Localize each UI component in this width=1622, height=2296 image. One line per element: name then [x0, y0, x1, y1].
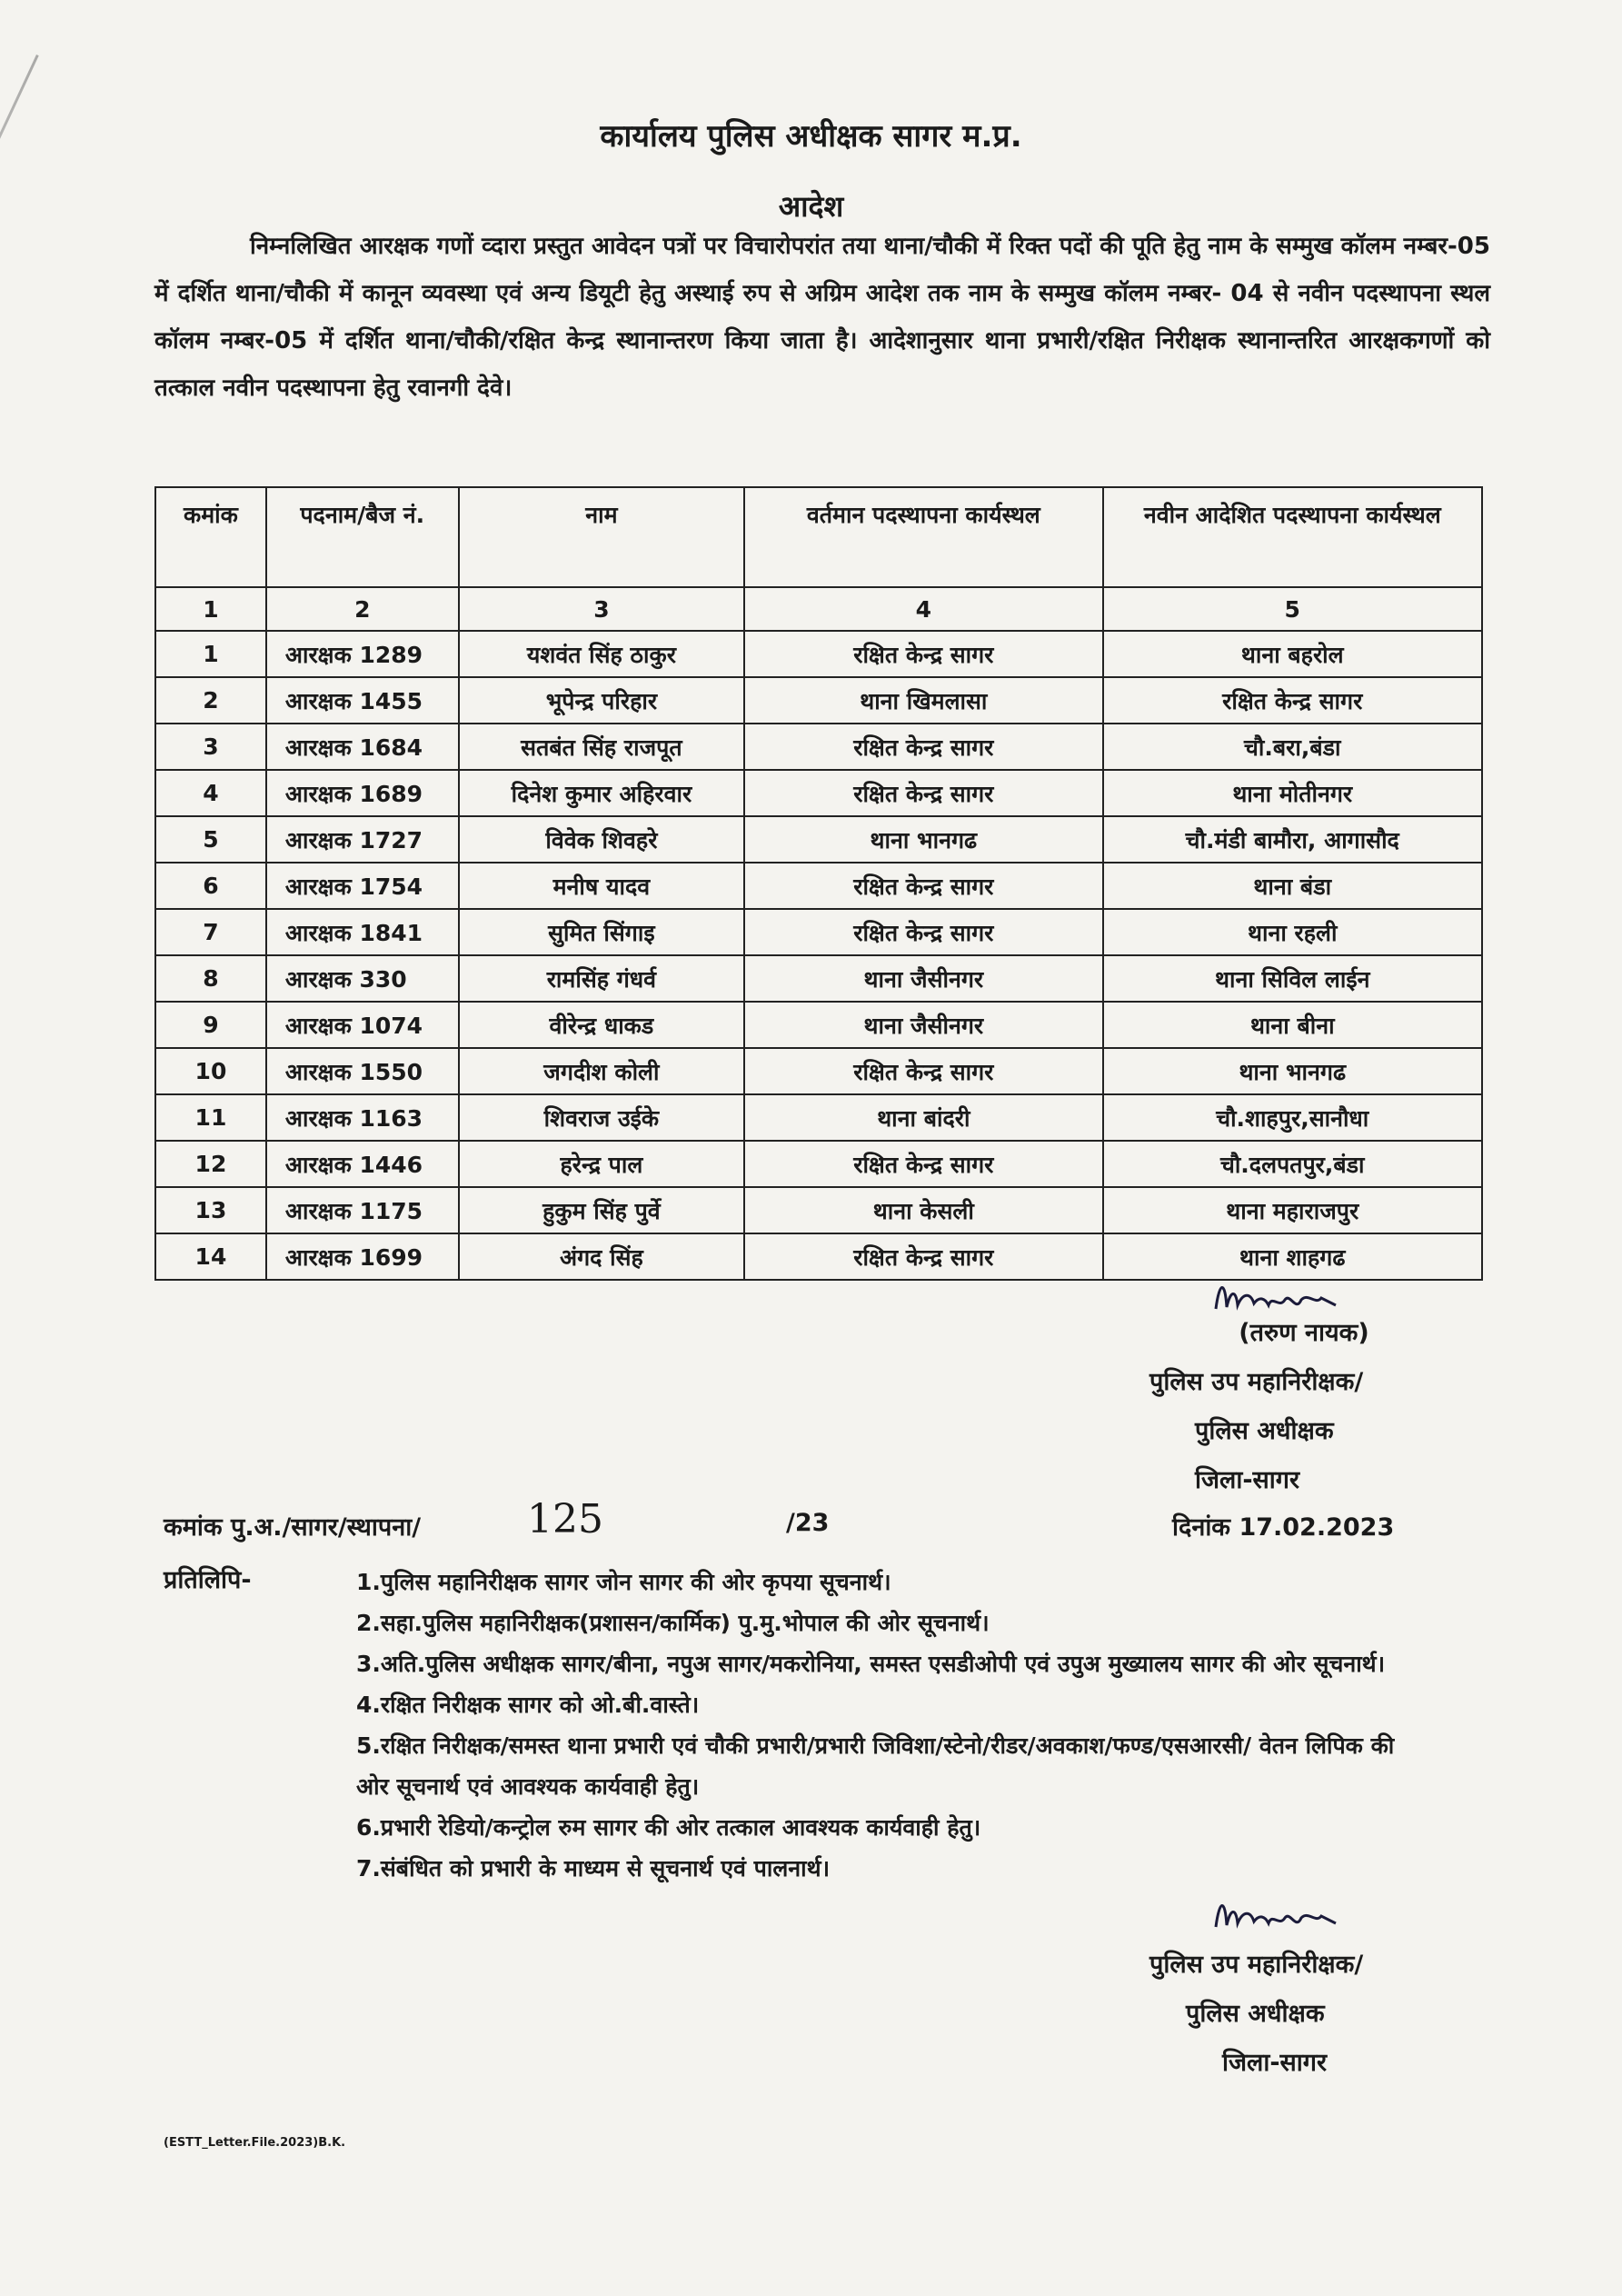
cell-current-posting: थाना केसली — [744, 1187, 1102, 1233]
cell-new-posting: थाना मोतीनगर — [1103, 770, 1483, 816]
cell-name: हुकुम सिंह पुर्वे — [459, 1187, 745, 1233]
copy-item: 4.रक्षित निरीक्षक सागर को ओ.बी.वास्ते। — [356, 1692, 700, 1718]
cell-serial: 4 — [155, 770, 266, 816]
cell-name: वीरेन्द्र धाकड — [459, 1002, 745, 1048]
header-new-posting: नवीन आदेशित पदस्थापना कार्यस्थल — [1103, 487, 1483, 587]
cell-new-posting: थाना सिविल लाईन — [1103, 955, 1483, 1002]
cell-current-posting: रक्षित केन्द्र सागर — [744, 863, 1102, 909]
cell-current-posting: रक्षित केन्द्र सागर — [744, 1141, 1102, 1187]
cell-current-posting: रक्षित केन्द्र सागर — [744, 1233, 1102, 1280]
transfer-table — [154, 486, 1483, 1281]
cell-current-posting: थाना बांदरी — [744, 1094, 1102, 1141]
second-signatory-block — [1149, 1941, 1458, 2088]
column-number-row — [155, 587, 1482, 631]
copy-list — [356, 1562, 1428, 1889]
cell-current-posting: रक्षित केन्द्र सागर — [744, 770, 1102, 816]
cell-serial: 7 — [155, 909, 266, 955]
file-reference: (ESTT_Letter.File.2023)B.K. — [164, 2136, 346, 2150]
table-row — [155, 909, 1482, 955]
table-row — [155, 1094, 1482, 1141]
cell-new-posting: चौ.बरा,बंडा — [1103, 724, 1483, 770]
table-row — [155, 955, 1482, 1002]
signatory-designation: पुलिस उप महानिरीक्षक/ — [1149, 1368, 1364, 1396]
cell-current-posting: थाना भानगढ — [744, 816, 1102, 863]
cell-current-posting: थाना जैसीनगर — [744, 955, 1102, 1002]
table-row — [155, 816, 1482, 863]
table-row — [155, 863, 1482, 909]
cell-post-badge: आरक्षक 1684 — [266, 724, 459, 770]
copy-item: 3.अति.पुलिस अधीक्षक सागर/बीना, नपुअ सागर/मकरोनिया, समस्त एसडीओपी एवं उपुअ मुख्यालय सागर की ओर सूचनार्थ। — [356, 1651, 1386, 1677]
cell-name: हरेन्द्र पाल — [459, 1141, 745, 1187]
table-row — [155, 631, 1482, 677]
column-number: 3 — [459, 587, 745, 631]
cell-new-posting: चौ.शाहपुर,सानौधा — [1103, 1094, 1483, 1141]
header-current-posting: वर्तमान पदस्थापना कार्यस्थल — [744, 487, 1102, 587]
cell-serial: 11 — [155, 1094, 266, 1141]
table-row — [155, 1002, 1482, 1048]
copy-item: 6.प्रभारी रेडियो/कन्ट्रोल रुम सागर की ओर तत्काल आवश्यक कार्यवाही हेतु। — [356, 1814, 981, 1841]
cell-new-posting: थाना बहरोल — [1103, 631, 1483, 677]
cell-post-badge: आरक्षक 1074 — [266, 1002, 459, 1048]
cell-name: अंगद सिंह — [459, 1233, 745, 1280]
cell-name: सतबंत सिंह राजपूत — [459, 724, 745, 770]
table-header-row — [155, 487, 1482, 587]
cell-current-posting: रक्षित केन्द्र सागर — [744, 1048, 1102, 1094]
copy-item: 5.रक्षित निरीक्षक/समस्त थाना प्रभारी एवं चौकी प्रभारी/प्रभारी जिविशा/स्टेनो/रीडर/अवकाश/फण्ड/एसआरसी/ वेतन लिपिक की ओर सूचनार्थ एवं आवश्यक कार्यवाही हेतु। — [356, 1732, 1395, 1800]
cell-post-badge: आरक्षक 1550 — [266, 1048, 459, 1094]
cell-name: सुमित सिंगाइ — [459, 909, 745, 955]
cell-post-badge: आरक्षक 1289 — [266, 631, 459, 677]
table-row — [155, 724, 1482, 770]
cell-serial: 5 — [155, 816, 266, 863]
order-heading: आदेश — [778, 189, 844, 224]
cell-post-badge: आरक्षक 1699 — [266, 1233, 459, 1280]
cell-new-posting: थाना शाहगढ — [1103, 1233, 1483, 1280]
header-serial: कमांक — [155, 487, 266, 587]
cell-new-posting: थाना बीना — [1103, 1002, 1483, 1048]
cell-new-posting: थाना भानगढ — [1103, 1048, 1483, 1094]
copy-item: 2.सहा.पुलिस महानिरीक्षक(प्रशासन/कार्मिक) पु.मु.भोपाल की ओर सूचनार्थ। — [356, 1610, 990, 1636]
cell-post-badge: आरक्षक 1175 — [266, 1187, 459, 1233]
cell-serial: 10 — [155, 1048, 266, 1094]
cell-new-posting: चौ.मंडी बामौरा, आगासौद — [1103, 816, 1483, 863]
cell-serial: 3 — [155, 724, 266, 770]
cell-new-posting: चौ.दलपतपुर,बंडा — [1103, 1141, 1483, 1187]
cell-name: शिवराज उईके — [459, 1094, 745, 1141]
reference-date: दिनांक 17.02.2023 — [1172, 1513, 1395, 1542]
second-signatory-designation: पुलिस उप महानिरीक्षक/ — [1149, 1951, 1364, 1979]
cell-post-badge: आरक्षक 1455 — [266, 677, 459, 724]
cell-post-badge: आरक्षक 1446 — [266, 1141, 459, 1187]
header-name: नाम — [459, 487, 745, 587]
table-body — [155, 587, 1482, 1280]
cell-post-badge: आरक्षक 330 — [266, 955, 459, 1002]
table-row — [155, 1141, 1482, 1187]
cell-serial: 12 — [155, 1141, 266, 1187]
reference-year: /23 — [786, 1509, 830, 1537]
cell-name: विवेक शिवहरे — [459, 816, 745, 863]
cell-current-posting: रक्षित केन्द्र सागर — [744, 724, 1102, 770]
cell-post-badge: आरक्षक 1727 — [266, 816, 459, 863]
cell-name: दिनेश कुमार अहिरवार — [459, 770, 745, 816]
table-row — [155, 1187, 1482, 1233]
table-row — [155, 1048, 1482, 1094]
cell-name: मनीष यादव — [459, 863, 745, 909]
cell-new-posting: थाना रहली — [1103, 909, 1483, 955]
column-number: 1 — [155, 587, 266, 631]
table-row — [155, 677, 1482, 724]
cell-serial: 1 — [155, 631, 266, 677]
table-row — [155, 770, 1482, 816]
cell-post-badge: आरक्षक 1841 — [266, 909, 459, 955]
handwritten-signature — [1209, 1891, 1354, 1945]
cell-new-posting: रक्षित केन्द्र सागर — [1103, 677, 1483, 724]
cell-serial: 6 — [155, 863, 266, 909]
cell-serial: 14 — [155, 1233, 266, 1280]
copy-item: 7.संबंधित को प्रभारी के माध्यम से सूचनार्थ एवं पालनार्थ। — [356, 1855, 831, 1882]
signatory-name: (तरुण नायक) — [1239, 1319, 1369, 1347]
office-title: कार्यालय पुलिस अधीक्षक सागर म.प्र. — [600, 118, 1022, 155]
second-signatory-district: जिला-सागर — [1222, 2049, 1328, 2077]
cell-current-posting: रक्षित केन्द्र सागर — [744, 909, 1102, 955]
second-signatory-designation-2: पुलिस अधीक्षक — [1186, 2000, 1325, 2028]
cell-serial: 9 — [155, 1002, 266, 1048]
cell-post-badge: आरक्षक 1689 — [266, 770, 459, 816]
cell-post-badge: आरक्षक 1754 — [266, 863, 459, 909]
copy-item: 1.पुलिस महानिरीक्षक सागर जोन सागर की ओर कृपया सूचनार्थ। — [356, 1569, 891, 1595]
header-post-badge: पदनाम/बैज नं. — [266, 487, 459, 587]
cell-post-badge: आरक्षक 1163 — [266, 1094, 459, 1141]
cell-name: भूपेन्द्र परिहार — [459, 677, 745, 724]
column-number: 2 — [266, 587, 459, 631]
cell-serial: 2 — [155, 677, 266, 724]
cell-current-posting: रक्षित केन्द्र सागर — [744, 631, 1102, 677]
cell-new-posting: थाना बंडा — [1103, 863, 1483, 909]
cell-name: यशवंत सिंह ठाकुर — [459, 631, 745, 677]
cell-name: रामसिंह गंधर्व — [459, 955, 745, 1002]
cell-current-posting: थाना खिमलासा — [744, 677, 1102, 724]
cell-name: जगदीश कोली — [459, 1048, 745, 1094]
cell-new-posting: थाना महाराजपुर — [1103, 1187, 1483, 1233]
order-body-paragraph: निम्नलिखित आरक्षक गणों व्दारा प्रस्तुत आवेदन पत्रों पर विचारोपरांत तया थाना/चौकी में रिक्त पदों की पूति हेतु नाम के सम्मुख कॉलम नम्बर-05 में दर्शित थाना/चौकी में कानून व्यवस्था एवं अन्य डियूटी हेतु अस्थाई रुप से अग्रिम आदेश तक नाम के सम्मुख कॉलम नम्बर- 04 से नवीन पदस्थापना स्थल कॉलम नम्बर-05 में दर्शित थाना/चौकी/रक्षित केन्द्र स्थानान्तरण किया जाता है। आदेशानुसार थाना प्रभारी/रक्षित निरीक्षक स्थानान्तरित आरक्षकगणों को तत्काल नवीन पदस्थापना हेतु रवानगी देवे। — [154, 233, 1490, 402]
cell-serial: 8 — [155, 955, 266, 1002]
reference-prefix: कमांक पु.अ./सागर/स्थापना/ — [164, 1513, 422, 1542]
column-number: 5 — [1103, 587, 1483, 631]
reference-number: 125 — [527, 1496, 603, 1542]
signatory-district: जिला-सागर — [1195, 1466, 1300, 1494]
signatory-designation-2: पुलिस अधीक्षक — [1195, 1417, 1334, 1445]
cell-current-posting: थाना जैसीनगर — [744, 1002, 1102, 1048]
reference-line — [164, 1496, 1454, 1549]
copy-label: प्रतिलिपि- — [164, 1566, 252, 1594]
cell-serial: 13 — [155, 1187, 266, 1233]
signatory-block — [1149, 1309, 1458, 1505]
column-number: 4 — [744, 587, 1102, 631]
